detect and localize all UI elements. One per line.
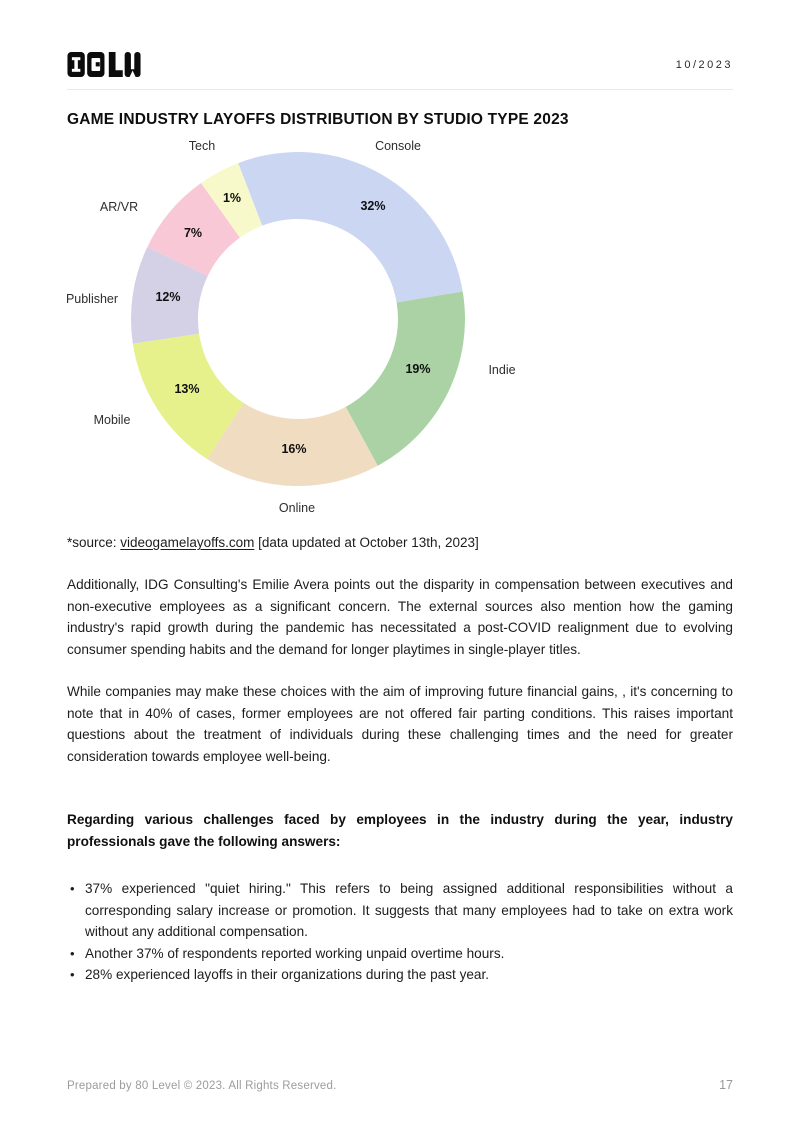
bullet-layoffs: • 28% experienced layoffs in their organizations during the past year.: [67, 964, 733, 986]
issue-date: 10/2023: [675, 58, 733, 71]
donut-pct-label-console: 32%: [360, 199, 386, 213]
donut-pct-label-indie: 19%: [405, 362, 431, 376]
donut-chart: [40, 131, 560, 523]
copyright-text: Prepared by 80 Level © 2023. All Rights Reserved.: [67, 1080, 337, 1092]
page-footer: [67, 1078, 733, 1092]
donut-category-label-ar-vr: AR/VR: [99, 200, 139, 214]
donut-category-label-mobile: Mobile: [93, 413, 131, 427]
donut-pct-label-publisher: 12%: [155, 290, 181, 304]
source-prefix: *source:: [67, 535, 121, 550]
source-line: [67, 535, 733, 550]
page-header: [67, 0, 733, 77]
donut-pct-label-mobile: 13%: [174, 382, 200, 396]
page-number: 17: [719, 1078, 733, 1092]
donut-pct-label-online: 16%: [281, 442, 307, 456]
donut-category-label-indie: Indie: [488, 363, 516, 377]
donut-pct-label-tech: 1%: [222, 191, 242, 205]
challenges-heading: Regarding various challenges faced by employees in the industry during the year, industry professionals gave the following answers:: [67, 812, 733, 849]
donut-category-label-publisher: Publisher: [65, 292, 119, 306]
donut-pct-label-ar-vr: 7%: [183, 226, 203, 240]
donut-category-label-tech: Tech: [188, 139, 216, 153]
page-title: GAME INDUSTRY LAYOFFS DISTRIBUTION BY STUDIO TYPE 2023: [67, 111, 569, 128]
donut-chart-block: [67, 131, 733, 523]
donut-category-label-console: Console: [375, 139, 421, 153]
paragraph-compensation: Additionally, IDG Consulting's Emilie Avera points out the disparity in compensation between executives and non-executive employees as a significant concern. The external sources also mention how the gaming industry's rapid growth during the pandemic has necessitated a post-COVID realignment due to evolving consumer spending habits and the demand for longer playtimes in single-player titles.: [67, 577, 733, 657]
header-divider: [67, 89, 733, 90]
80lv-logo: [67, 52, 141, 77]
bullet-quiet-hiring: • 37% experienced "quiet hiring." This refers to being assigned additional responsibilities without a corresponding salary increase or promotion. It suggests that many employees had to take on extra work without any additional compensation.: [67, 878, 733, 943]
donut-slice-console: [238, 152, 463, 303]
donut-category-label-online: Online: [278, 501, 316, 515]
source-suffix: [data updated at October 13th, 2023]: [254, 535, 479, 550]
paragraph-fair-parting: While companies may make these choices with the aim of improving future financial gains, , it's concerning to note that in 40% of cases, former employees are not offered fair parting conditions. This raises important questions about the treatment of individuals during these challenging times and the need for greater consideration towards employee well-being.: [67, 684, 733, 764]
challenges-bullet-list: [67, 878, 733, 986]
source-link[interactable]: videogamelayoffs.com: [120, 535, 255, 550]
donut-slice-indie: [346, 291, 465, 465]
bullet-unpaid-overtime: • Another 37% of respondents reported working unpaid overtime hours.: [67, 943, 733, 965]
